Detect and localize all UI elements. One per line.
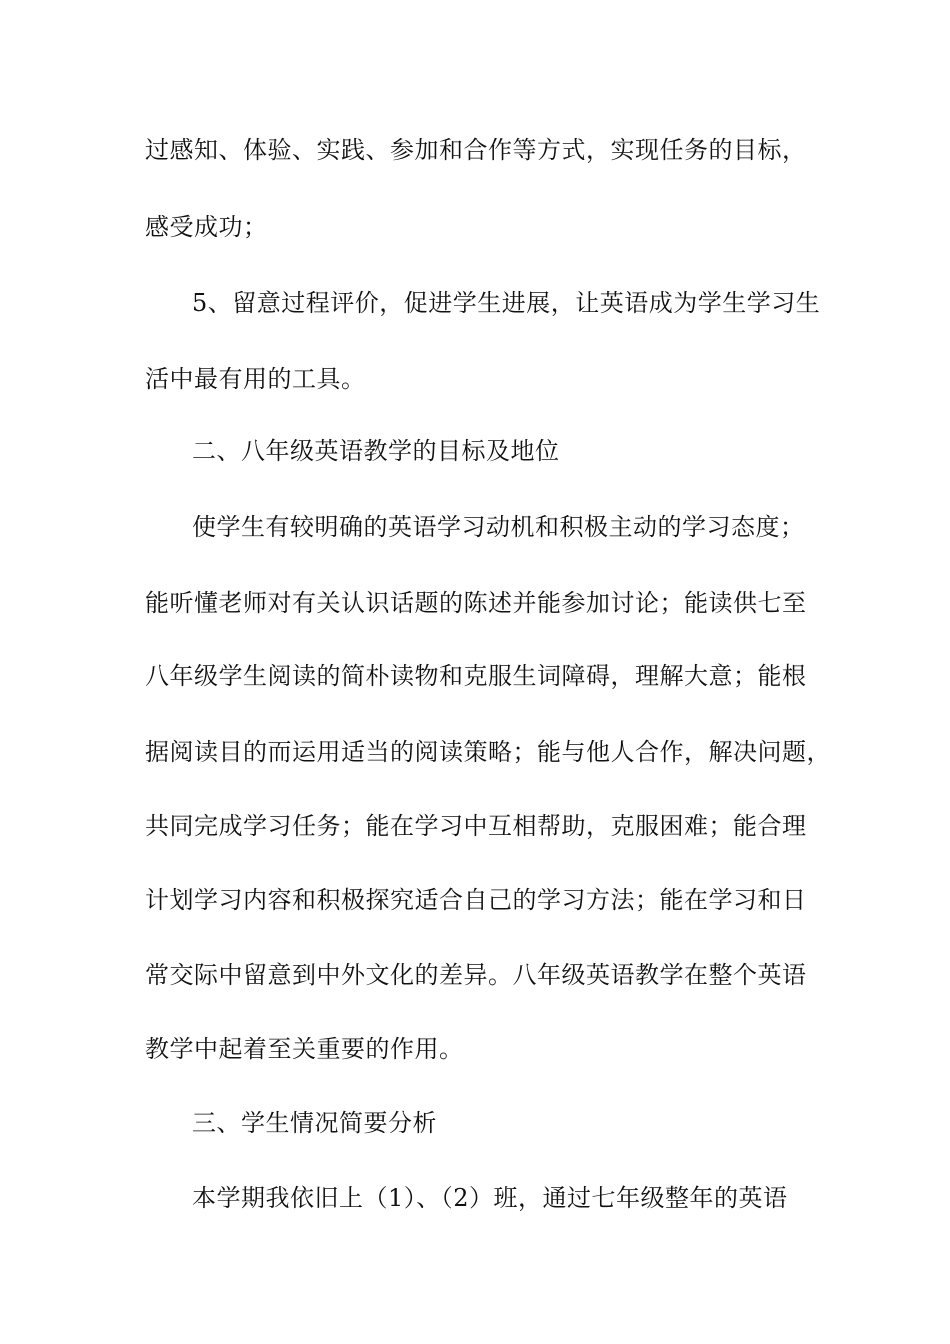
paragraph-line: 5、留意过程评价，促进学生进展，让英语成为学生学习生	[192, 289, 821, 317]
paragraph-line: 本学期我依旧上（1）、（2）班，通过七年级整年的英语	[192, 1184, 788, 1212]
paragraph-line: 八年级学生阅读的简朴读物和克服生词障碍，理解大意；能根	[145, 662, 807, 690]
paragraph-line: 据阅读目的而运用适当的阅读策略；能与他人合作，解决问题，	[145, 738, 831, 766]
paragraph-line: 计划学习内容和积极探究适合自己的学习方法；能在学习和日	[145, 886, 807, 914]
paragraph-line: 共同完成学习任务；能在学习中互相帮助，克服困难；能合理	[145, 812, 807, 840]
paragraph-line: 教学中起着至关重要的作用。	[145, 1035, 464, 1063]
paragraph-line: 感受成功；	[145, 213, 268, 241]
section-heading: 二、八年级英语教学的目标及地位	[192, 437, 560, 465]
paragraph-line: 活中最有用的工具。	[145, 365, 366, 393]
paragraph-line: 常交际中留意到中外文化的差异。八年级英语教学在整个英语	[145, 961, 807, 989]
paragraph-line: 过感知、体验、实践、参加和合作等方式，实现任务的目标，	[145, 136, 807, 164]
section-heading: 三、学生情况简要分析	[192, 1109, 437, 1137]
paragraph-line: 能听懂老师对有关认识话题的陈述并能参加讨论；能读供七至	[145, 589, 807, 617]
paragraph-line: 使学生有较明确的英语学习动机和积极主动的学习态度；	[192, 513, 805, 541]
